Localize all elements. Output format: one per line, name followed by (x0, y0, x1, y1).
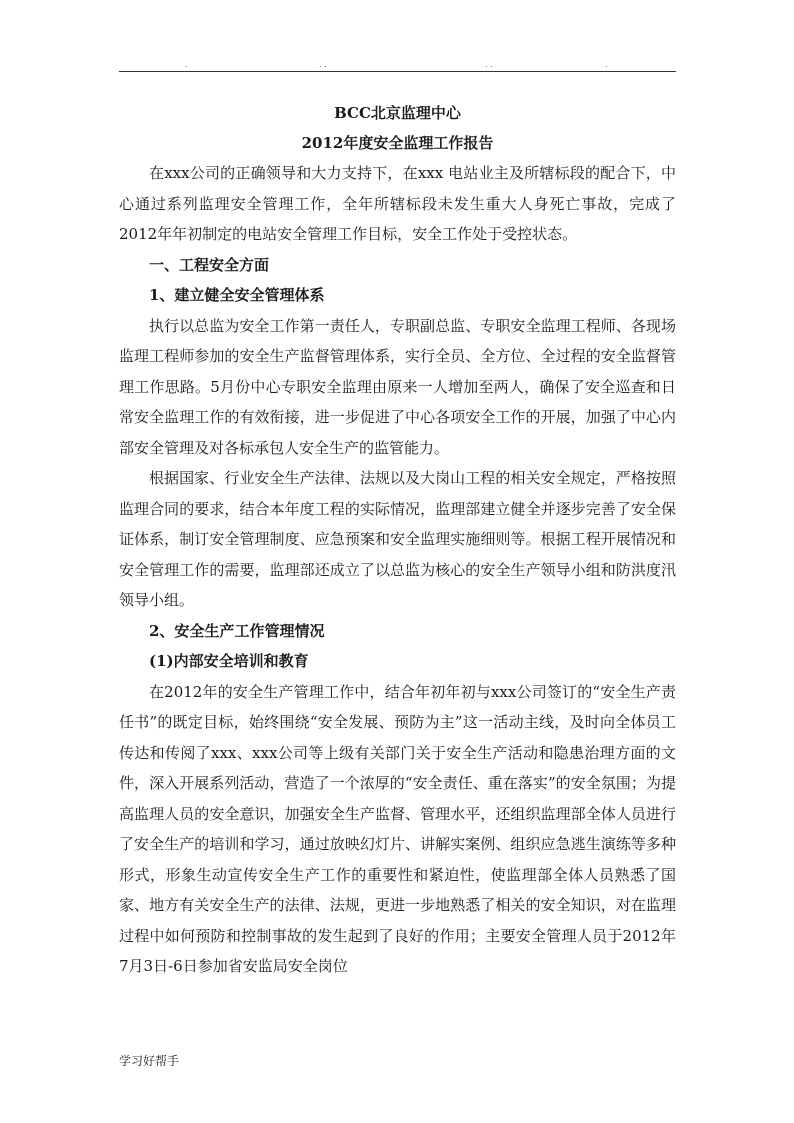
subsection-heading: 1、建立健全安全管理体系 (149, 286, 325, 304)
section-heading: 一、工程安全方面 (149, 255, 270, 274)
paragraph: 执行以总监为安全工作第一责任人，专职副总监、专职安全监理工程师、各现场监理工程师参加的安全生产监督管理体系，实行全员、全方位、全过程的安全监督管理工作思路。5月份中心专职安全监理由原来一人增加至两人，确保了安全巡查和日常安全监理工作的有效衔接，进一步促进了中心各项安全工作的开展，加强了中心内部安全管理及对各标承包人安全生产的监管能力。 (119, 316, 676, 457)
header-dots (119, 60, 676, 70)
intro-paragraph: 在xxx公司的正确领导和大力支持下，在xxx 电站业主及所辖标段的配合下，中心通过系列监理安全管理工作，全年所辖标段未发生重大人身死亡事故，完成了2012年年初制定的电站安全管理工作目标，安全工作处于受控状态。 (119, 164, 676, 243)
header-rule (119, 71, 676, 72)
page-footer: 学习好帮手 (119, 1054, 180, 1068)
header-dot: . (185, 60, 188, 69)
document-body (119, 98, 676, 982)
header-dot: . . (485, 60, 493, 69)
document-title: 2012年度安全监理工作报告 (301, 134, 494, 152)
subsection-heading: 2、安全生产工作管理情况 (149, 621, 325, 640)
header-dot: . (605, 60, 608, 69)
document-org: BCC北京监理中心 (334, 104, 461, 122)
paragraph: 在2012年的安全生产管理工作中，结合年初年初与xxx公司签订的“安全生产责任书”的既定目标，始终围绕“安全发展、预防为主”这一活动主线，及时向全体员工传达和传阅了xxx、xxx公司等上级有关部门关于安全生产活动和隐患治理方面的文件，深入开展系列活动，营造了一个浓厚的“安全责任、重在落实”的安全氛围；为提高监理人员的安全意识，加强安全生产监督、管理水平，还组织监理部全体人员进行了安全生产的培训和学习，通过放映幻灯片、讲解实案例、组织应急逃生演练等多种形式，形象生动宣传安全生产工作的重要性和紧迫性，使监理部全体人员熟悉了国家、地方有关安全生产的法律、法规，更进一步地熟悉了相关的安全知识，对在监理过程中如何预防和控制事故的发生起到了良好的作用；主要安全管理人员于2012年7月3日-6日参加省安监局安全岗位 (119, 682, 676, 975)
subsubsection-heading: (1)内部安全培训和教育 (149, 652, 309, 670)
paragraph: 根据国家、行业安全生产法律、法规以及大岗山工程的相关安全规定，严格按照监理合同的要求，结合本年度工程的实际情况，监理部建立健全并逐步完善了安全保证体系，制订安全管理制度、应急预案和安全监理实施细则等。根据工程开展情况和安全管理工作的需要，监理部还成立了以总监为核心的安全生产领导小组和防洪度汛领导小组。 (119, 469, 676, 609)
header-dot: . . (319, 60, 327, 69)
